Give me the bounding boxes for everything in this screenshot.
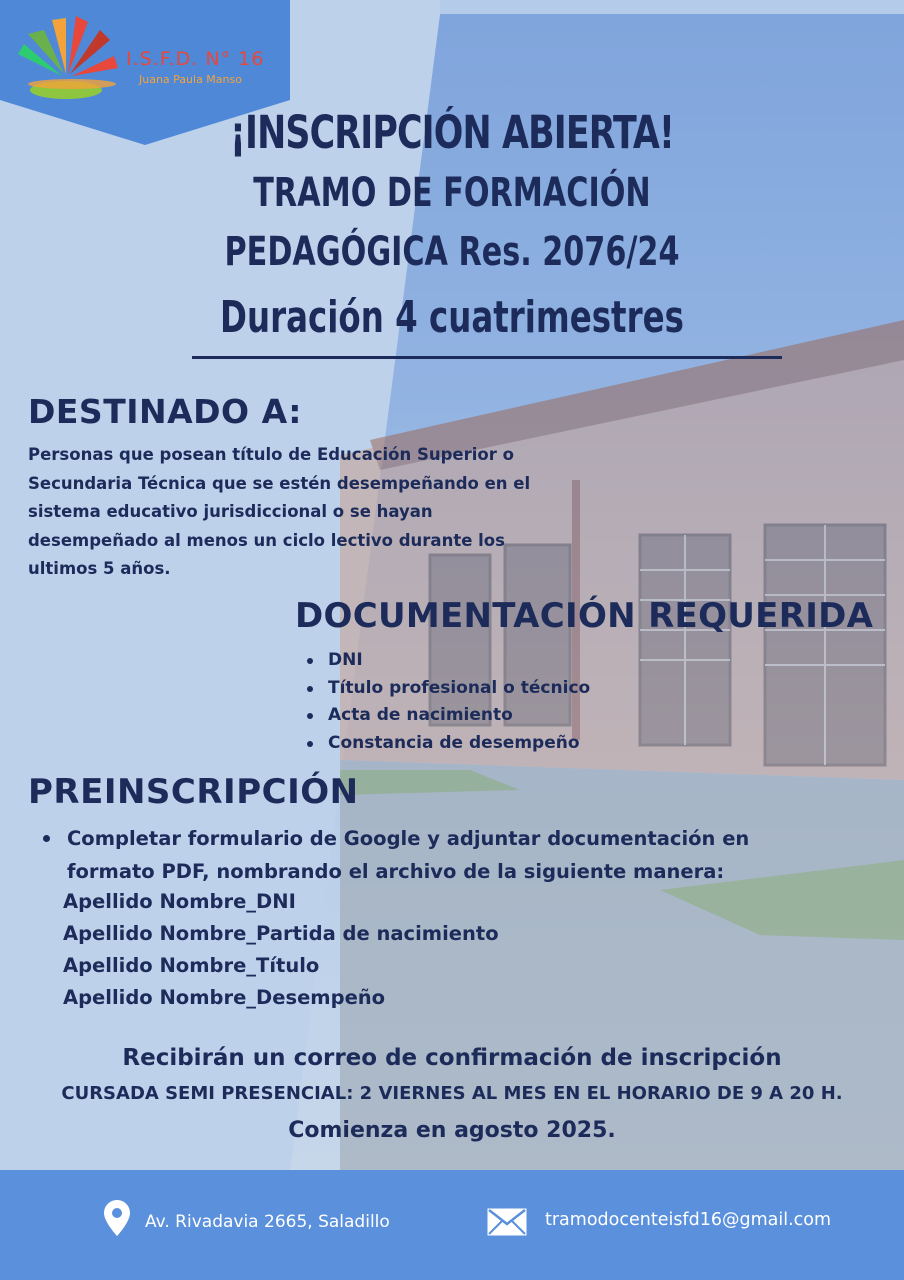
- bullet-icon: [43, 835, 50, 842]
- destinado-text: [28, 441, 588, 584]
- headline: ¡INSCRIPCIÓN ABIERTA!: [229, 106, 674, 159]
- bullet-icon: [307, 713, 313, 719]
- program-title-line2: PEDAGÓGICA Res. 2076/24: [224, 229, 680, 275]
- documentacion-heading: DOCUMENTACIÓN REQUERIDA: [295, 596, 874, 636]
- mail-icon: [487, 1208, 527, 1236]
- destinado-line: Personas que posean título de Educación Superior o: [28, 445, 514, 464]
- preinscripcion-heading: PREINSCRIPCIÓN: [28, 772, 359, 812]
- location-pin-icon: [104, 1200, 130, 1236]
- confirmation-note: Recibirán un correo de confirmación de inscripción: [122, 1045, 782, 1071]
- list-item: Acta de nacimiento: [304, 702, 590, 730]
- destinado-heading: DESTINADO A:: [28, 392, 302, 431]
- bullet-icon: [307, 686, 313, 692]
- list-item: Título profesional o técnico: [304, 675, 590, 703]
- destinado-line: ultimos 5 años.: [28, 559, 171, 578]
- contact-email[interactable]: tramodocenteisfd16@gmail.com: [545, 1210, 832, 1230]
- duration: Duración 4 cuatrimestres: [220, 292, 684, 343]
- schedule-note: CURSADA SEMI PRESENCIAL: 2 VIERNES AL MES EN EL HORARIO DE 9 A 20 H.: [61, 1083, 843, 1104]
- logo-icon: [14, 14, 124, 104]
- program-title-line1: TRAMO DE FORMACIÓN: [253, 170, 651, 216]
- list-item: DNI: [304, 647, 590, 675]
- file-name-examples: [63, 886, 499, 1014]
- destinado-line: desempeñado al menos un ciclo lectivo durante los: [28, 530, 505, 550]
- file-name-example: Apellido Nombre_DNI: [63, 890, 296, 913]
- bullet-icon: [307, 741, 313, 747]
- list-item: Constancia de desempeño: [304, 730, 590, 758]
- logo-subtitle: Juana Paula Manso: [139, 73, 242, 86]
- file-name-example: Apellido Nombre_Desempeño: [63, 986, 386, 1009]
- preinscripcion-instructions: Completar formulario de Google y adjuntar documentación en formato PDF, nombrando el archivo de la siguiente manera:: [67, 827, 750, 883]
- destinado-line: Secundaria Técnica que se estén desempeñando en el: [28, 473, 531, 493]
- start-date: Comienza en agosto 2025.: [288, 1118, 616, 1143]
- file-name-example: Apellido Nombre_Partida de nacimiento: [63, 922, 499, 945]
- address: Av. Rivadavia 2665, Saladillo: [145, 1212, 390, 1232]
- destinado-line: sistema educativo jurisdiccional o se hayan: [28, 502, 433, 521]
- documentacion-list: [304, 647, 590, 757]
- title-underline: [192, 356, 782, 359]
- bullet-icon: [307, 658, 313, 664]
- file-name-example: Apellido Nombre_Título: [63, 954, 320, 977]
- logo-name: I.S.F.D. N° 16: [126, 48, 265, 70]
